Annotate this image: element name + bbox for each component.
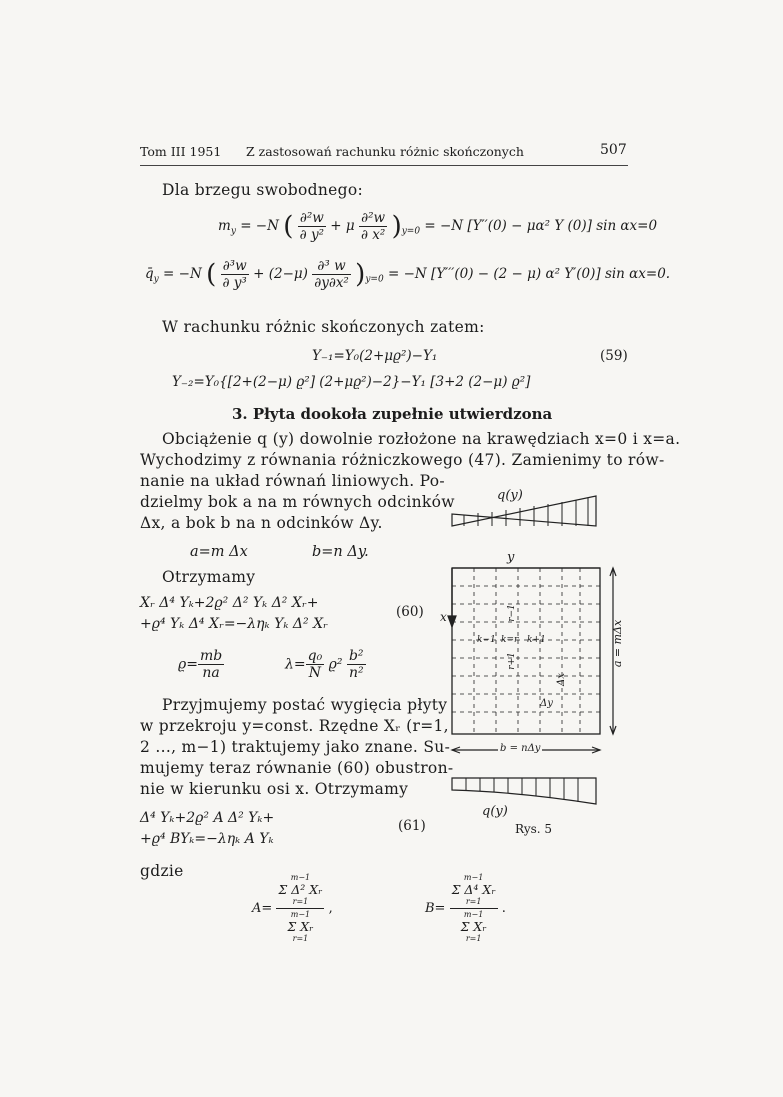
para1-line1: Obciążenie q (y) dowolnie rozłożone na krawędziach x=0 i x=a.	[162, 430, 681, 448]
A-denominator: Σ Xᵣ	[287, 919, 314, 934]
para2-line2: w przekroju y=const. Rzędne Xᵣ (r=1,	[140, 717, 449, 735]
B-numerator: Σ Δ⁴ Xᵣ	[451, 882, 496, 897]
header-volume: Tom III 1951	[140, 144, 222, 159]
equation-b: b=n Δy.	[312, 544, 369, 560]
para2-line5: nie w kierunku osi x. Otrzymamy	[140, 780, 409, 798]
r-plus-label: r+1	[506, 652, 517, 670]
bottom-load-label: q(y)	[482, 804, 508, 819]
equation-61-line1: Δ⁴ Yₖ+2ϱ² A Δ² Yₖ+	[140, 810, 275, 826]
side-b-label: b = nΔy	[500, 743, 541, 754]
otrzymamy-1: Otrzymamy	[162, 568, 256, 586]
equation-my-rhs: = −N [Y′′(0) − μα² Y (0)] sin αx=0	[424, 218, 658, 234]
differences-intro: W rachunku różnic skończonych zatem:	[162, 318, 485, 336]
equation-60-line2: +ϱ⁴ Yₖ Δ⁴ Xᵣ=−ληₖ Yₖ Δ² Xᵣ	[140, 616, 328, 632]
header-rule	[140, 165, 628, 166]
y-axis-label: y	[507, 550, 515, 565]
equation-60-line1: Xᵣ Δ⁴ Yₖ+2ϱ² Δ² Yₖ Δ² Xᵣ+	[140, 595, 319, 611]
B-denominator: Σ Xᵣ	[460, 919, 487, 934]
plate-rectangle	[452, 568, 600, 734]
dy-label: Δy	[540, 698, 553, 709]
A-numerator: Σ Δ² Xᵣ	[278, 882, 323, 897]
equation-61-line2: +ϱ⁴ BYₖ=−ληₖ A Yₖ	[140, 831, 274, 847]
equation-59-label: (59)	[600, 348, 628, 364]
equation-qy-rhs: = −N [Y′′′(0) − (2 − μ) α² Y′(0)] sin αx=0.	[387, 266, 671, 282]
para1-line3: nanie na układ równań liniowych. Po-	[140, 472, 445, 490]
para1-line2: Wychodzimy z równania różniczkowego (47). Zamienimy to rów-	[140, 451, 665, 469]
figure-caption: Rys. 5	[515, 822, 553, 836]
section-title: 3. Płyta dookoła zupełnie utwierdzona	[232, 405, 553, 423]
dx-label: Δx	[555, 673, 567, 686]
intro-text: Dla brzegu swobodnego:	[162, 181, 364, 199]
k-minus-label: k−1	[477, 635, 496, 645]
bottom-load-arrows	[466, 778, 578, 802]
side-a-label: a = mΔx	[611, 619, 625, 668]
equation-my: $m_y = -N$ ( $\frac{\text{∂²w}}{\text{∂ y²}}$ + μ $\frac{\text{∂²w}}{\text{∂ x²}}$ )$_{y=0} = -N$ [Y′′(0) − μα² Y (0)] sin αx=0	[218, 210, 658, 243]
equation-59-line2: Y₋₂=Y₀{[2+(2−μ) ϱ²] (2+μϱ²)−2}−Y₁ [3+2 (2−μ) ϱ²]	[172, 374, 531, 390]
A-definition: A= m−1 Σ Δ² Xᵣ r=1 m−1 Σ Xᵣ r=1 ,	[252, 873, 333, 943]
bottom-load-shape	[452, 778, 596, 804]
plate-grid	[452, 568, 600, 734]
B-definition: B= m−1 Σ Δ⁴ Xᵣ r=1 m−1 Σ Xᵣ r=1 .	[425, 873, 506, 943]
page-number: 507	[600, 142, 627, 158]
equation-qy: $q̄_y = -N$ ( $\frac{\text{∂³w}}{\text{∂ y³}}$ + (2−μ) $\frac{\text{∂³ w}}{\text{∂y∂x²}}$ )$_{y=0} = -N$ [Y′′′(0) − (2 − μ) α² Y′(0)] sin αx=0.	[145, 258, 671, 291]
equation-60-label: (60)	[396, 604, 424, 620]
r-minus-label: r−1	[506, 604, 517, 622]
equation-61-label: (61)	[398, 818, 426, 834]
gdzie-text: gdzie	[140, 862, 184, 880]
top-load-label: q(y)	[497, 488, 523, 503]
para1-line5: Δx, a bok b na n odcinków Δy.	[140, 514, 383, 532]
equation-a: a=m Δx	[190, 544, 248, 560]
rho-definition: ϱ= $\frac{mb}{na}$	[178, 648, 223, 681]
k-eq-label: k=r	[501, 635, 519, 645]
para1-line4: dzielmy bok a na m równych odcinków	[140, 493, 455, 511]
para2-line1: Przyjmujemy postać wygięcia płyty	[162, 696, 448, 714]
header-title: Z zastosowań rachunku różnic skończonych	[246, 144, 524, 159]
para2-line3: 2 ..., m−1) traktujemy jako znane. Su-	[140, 738, 451, 756]
x-axis-label: x	[440, 610, 447, 624]
k-plus-label: k+1	[527, 635, 546, 645]
top-load-arrows	[464, 498, 588, 526]
top-load-shape	[452, 496, 596, 526]
equation-59-line1: Y₋₁=Y₀(2+μϱ²)−Y₁	[312, 348, 438, 364]
para2-line4: mujemy teraz równanie (60) obustron-	[140, 759, 454, 777]
lambda-definition: λ= $\frac{\text{q₀}}{N}$ ϱ² $\frac{\text{b²}}{\text{n²}}$	[285, 648, 364, 681]
